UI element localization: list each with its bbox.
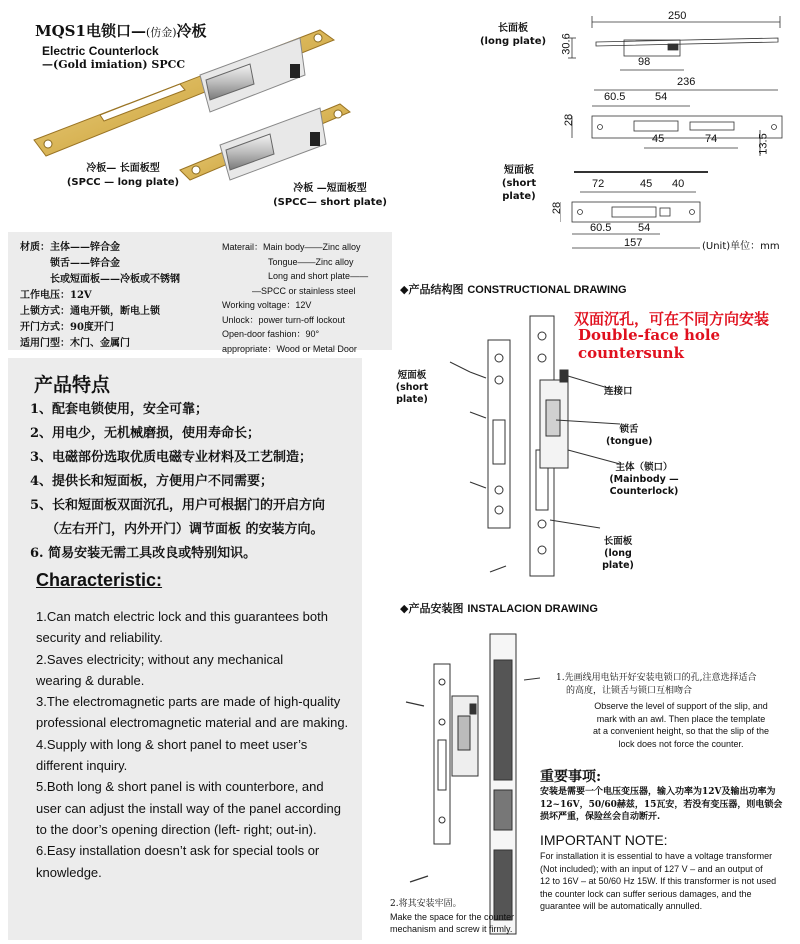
dim-54: 54 (655, 91, 668, 103)
label-connector: 连接口 (604, 386, 633, 397)
short-lock-body (220, 108, 326, 180)
caption-short-plate: 冷板 —短面板型 (SPCC— short plate) (273, 183, 387, 208)
countersunk-note-en: Double-face hole countersunk (578, 326, 721, 362)
install-step2: 2.将其安装牢固。 Make the space for the counter mechanism and screw it firmly. (390, 899, 515, 934)
dim-45: 45 (652, 133, 665, 145)
product-title: MQS1电锁口—(仿金)冷板 (35, 22, 207, 40)
label-long-plate-construct: 长面板 (long plate) (602, 536, 634, 571)
dim-54-short: 54 (638, 222, 651, 234)
label-tongue: 锁舌 (tongue) (606, 424, 653, 447)
dim-60-5-short: 60.5 (590, 222, 612, 234)
important-title-en: IMPORTANT NOTE: (540, 832, 668, 848)
spec-cn-list: 材质：主体——锌合金 锁舌——锌合金 长或短面板——冷板或不锈钢 工作电压：12V 上锁方式：通电开锁，断电上锁 开门方式：90度开门 适用门型：木门、金属门 (20, 242, 180, 349)
install-step1-cn: 1.先画线用电钻开好安装电锁口的孔,注意选择适合 的高度，让锁舌与锁口互相吻合 (556, 673, 757, 696)
unit-label: (Unit)单位：mm (702, 241, 780, 252)
long-lock-body (200, 38, 305, 112)
dim-74: 74 (705, 133, 718, 145)
installation-drawing (390, 620, 540, 936)
dim-250: 250 (668, 10, 687, 22)
label-mainbody: 主体（锁口） (Mainbody —Counterlock) (609, 462, 679, 497)
install-step1-en: Observe the level of support of the slip, and mark with an awl. Then place the template at a convenient height, so that the slip of the lock does not force the counter. (592, 701, 770, 749)
dim-13-5: 13.5 (757, 133, 770, 155)
installation-header: ◆产品安装图 INSTALACION DRAWING (400, 602, 598, 615)
countersunk-note-cn: 双面沉孔，可在不同方向安装 (574, 310, 770, 328)
spec-en-list: Materail：Main body——Zinc alloy Tongue——Zinc alloy Long and short plate—— —SPCC or stainless steel Working voltage：12V Unlock：power turn-off lockout Open-door fashion：90° appropriate：Wood or Metal Door (222, 242, 369, 354)
dim-60-5: 60.5 (604, 91, 626, 103)
label-long-plate: 长面板 (long plate) (479, 23, 547, 47)
dim-28-short: 28 (551, 201, 564, 215)
important-text-cn: 安装是需要一个电压变压器，输入功率为12V及输出功率为 12~16V，50/60赫兹，15瓦安，若没有变压器，则电锁会 损坏严重，保险丝会自动断开. (540, 787, 783, 822)
features-cn-list: 1、配套电锁使用，安全可靠； 2、用电少，无机械磨损，使用寿命长； 3、电磁部份选取优质电磁专业材料及工艺制造； 4、提供长和短面板，方便用户不同需要； 5、长和短面板双面沉孔，用户可根据门的开启方向 （左右开门，内外开门）调节面板 的安装方向。 6. 简易安装无需工具改良或特别知识。 (30, 402, 326, 561)
dim-40: 40 (672, 178, 685, 190)
characteristic-title: Characteristic: (36, 570, 163, 590)
important-title-cn: 重要事项: (540, 769, 602, 785)
product-material-en: —(Gold imiation) SPCC (42, 58, 186, 71)
dim-98: 98 (638, 56, 651, 68)
constructional-header: ◆产品结构图 CONSTRUCTIONAL DRAWING (400, 283, 627, 296)
dim-28: 28 (563, 113, 576, 127)
important-text-en: For installation it is essential to have a voltage transformer (Not included); with an input of 127 V – and an output of 12 to 16V – at 50/60 Hz 15W. If this transformer is not used the counter lock can suffer serious damages, and the guarantee will be automatically annulled. (540, 851, 777, 911)
dim-72: 72 (592, 178, 605, 190)
features-title-cn: 产品特点 (34, 374, 111, 396)
label-short-plate-construct: 短面板 (short plate) (395, 370, 429, 405)
features-en-list: 1.Can match electric lock and this guarantees both security and reliability. 2.Saves electricity; without any mechanical wearing & durable. 3.The electromagnetic parts are made of high-quality professional electromagnetic material and are making. 4.Supply with long & short panel to meet user’s different inquiry. 5.Both long & short panel is with counterbore, and user can adjust the install way of the panel according to the door’s opening direction (left- right; out-in). 6.Easy installation doesn’t ask for special tools or knowledge. (36, 609, 349, 880)
product-title-en: Electric Counterlock (42, 44, 159, 58)
dim-30-6: 30.6 (560, 33, 573, 55)
dim-157: 157 (624, 237, 643, 249)
label-short-plate: 短面板 (short plate) (501, 165, 537, 202)
dim-236: 236 (677, 76, 696, 88)
caption-long-plate: 冷板— 长面板型 (SPCC — long plate) (66, 163, 180, 188)
dim-45-short: 45 (640, 178, 653, 190)
